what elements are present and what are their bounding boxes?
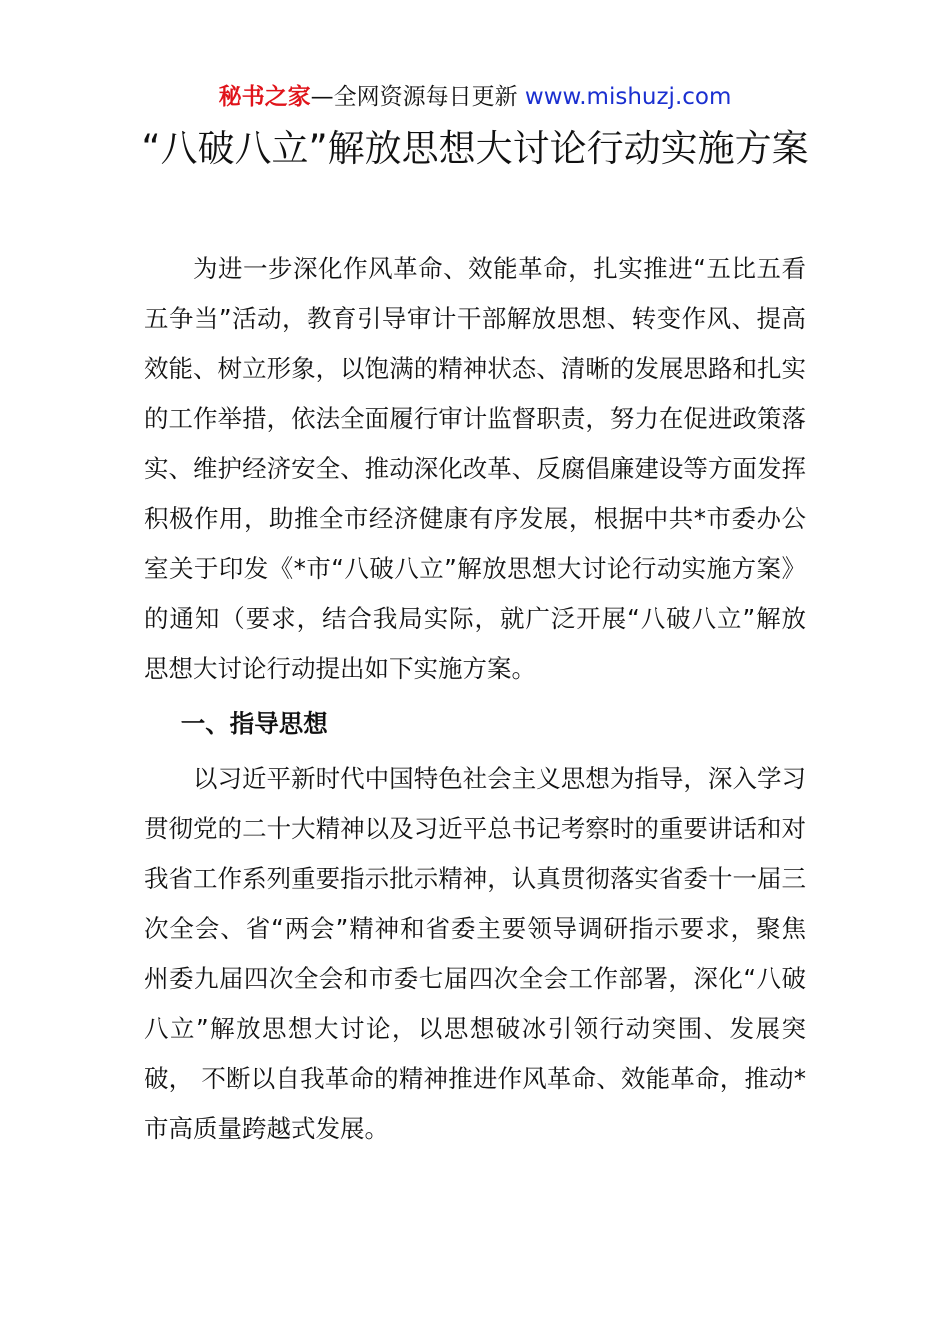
- intro-paragraph: 为进一步深化作风革命、效能革命，扎实推进“五比五看五争当”活动，教育引导审计干部解放思想、转变作风、提高效能、树立形象，以饱满的精神状态、清晰的发展思路和扎实的工作举措，依法全面履行审计监督职责，努力在促进政策落实、维护经济安全、推动深化改革、反腐倡廉建设等方面发挥积极作用，助推全市经济健康有序发展，根据中共*市委办公室关于印发《*市“八破八立”解放思想大讨论行动实施方案》的通知（要求，结合我局实际，就广泛开展“八破八立”解放思想大讨论行动提出如下实施方案。: [144, 254, 806, 683]
- guiding-ideology-paragraph: 以习近平新时代中国特色社会主义思想为指导，深入学习贯彻党的二十大精神以及习近平总书记考察时的重要讲话和对我省工作系列重要指示批示精神，认真贯彻落实省委十一届三次全会、省“两会”精神和省委主要领导调研指示要求，聚焦州委九届四次全会和市委七届四次全会工作部署，深化“八破八立”解放思想大讨论，以思想破冰引领行动突围、发展突破， 不断以自我革命的精神推进作风革命、效能革命，推动*市高质量跨越式发展。: [144, 764, 806, 1143]
- brand-name: 秘书之家: [218, 84, 311, 110]
- document-title: “八破八立”解放思想大讨论行动实施方案: [141, 127, 809, 170]
- site-header: [0, 80, 950, 114]
- site-url-link[interactable]: www.mishuzj.com: [524, 84, 732, 110]
- document-body: [144, 244, 806, 1154]
- section-heading-guiding-ideology: 一、指导思想: [180, 709, 328, 738]
- header-tagline: —全网资源每日更新: [310, 84, 525, 110]
